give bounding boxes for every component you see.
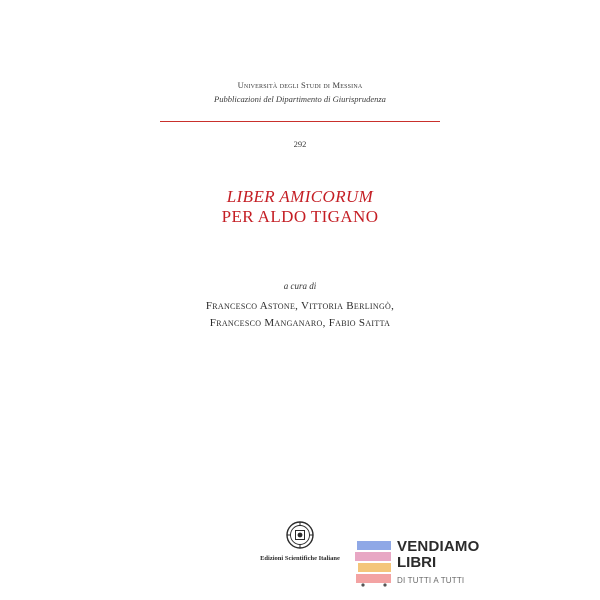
series-divider (160, 121, 440, 122)
vendiamo-libri-badge (355, 535, 485, 595)
editors-line1: Francesco Astone, Vittoria Berlingò, (205, 300, 395, 312)
book-cover (158, 24, 442, 590)
series-number: 292 (293, 139, 307, 149)
brand-word-vendiamo: VENDIAMO (397, 538, 480, 555)
series-department: Pubblicazioni del Dipartimento di Giurisprudenza (214, 94, 386, 104)
brand-tagline: DI TUTTI A TUTTI (397, 576, 465, 585)
curators-label: a cura di (283, 281, 317, 291)
stacked-books-icon (355, 535, 395, 587)
publisher-name: Edizioni Scientifiche Italiane (260, 555, 340, 562)
series-university: Università degli Studi di Messina (237, 80, 363, 90)
publisher-logo (250, 519, 350, 562)
brand-word-libri: LIBRI (397, 554, 437, 571)
editors-line2: Francesco Manganaro, Fabio Saitta (209, 317, 391, 329)
book-title-line1: LIBER AMICORUM (226, 187, 374, 206)
publisher-seal-icon (285, 519, 315, 551)
book-title-line2: PER ALDO TIGANO (221, 207, 379, 226)
